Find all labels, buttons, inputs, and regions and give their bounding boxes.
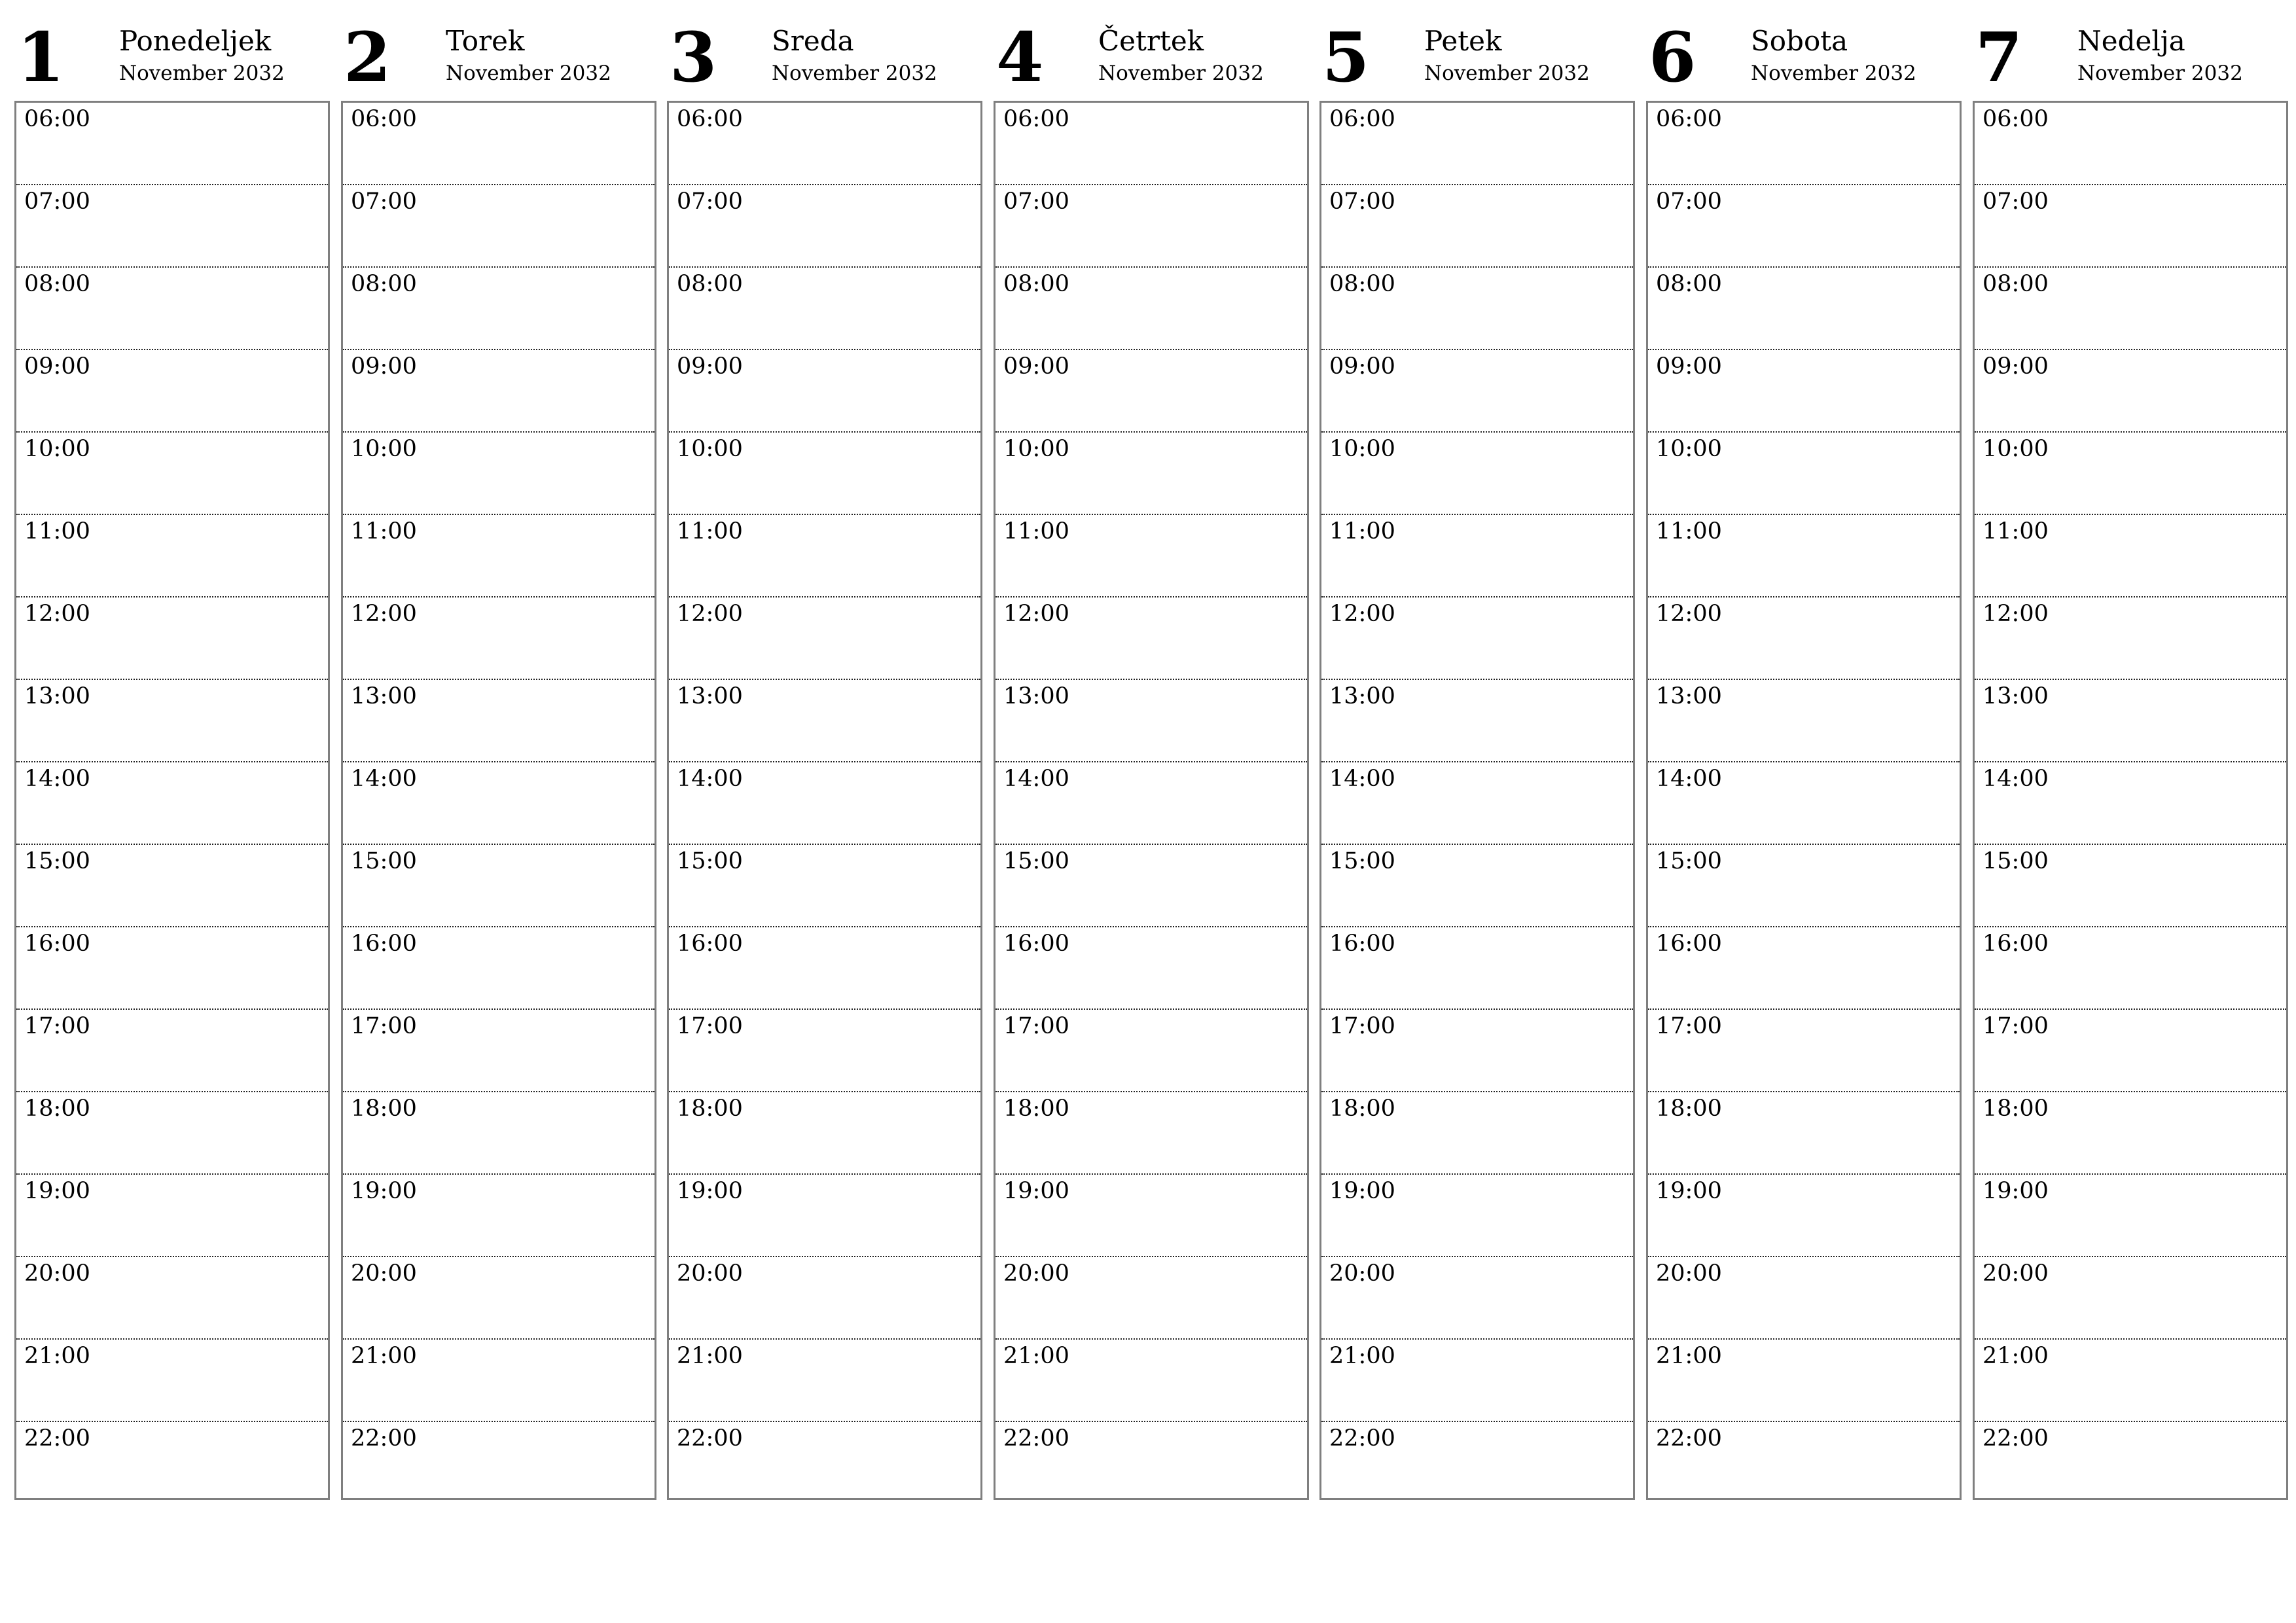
time-label: 19:00 xyxy=(1982,1178,2049,1204)
time-label: 20:00 xyxy=(1329,1260,1395,1287)
time-label: 08:00 xyxy=(24,271,90,297)
time-label: 16:00 xyxy=(1656,931,1722,957)
time-slot[interactable] xyxy=(1321,1175,1633,1257)
time-label: 21:00 xyxy=(1003,1343,1069,1369)
time-label: 13:00 xyxy=(1003,683,1069,709)
time-slot[interactable] xyxy=(996,103,1307,185)
time-label: 19:00 xyxy=(24,1178,90,1204)
time-label: 11:00 xyxy=(677,518,743,544)
time-slot[interactable] xyxy=(16,1092,328,1175)
time-slot[interactable] xyxy=(1648,1340,1960,1422)
day-name: Petek xyxy=(1424,25,1502,57)
time-label: 09:00 xyxy=(351,353,417,380)
time-label: 22:00 xyxy=(1656,1425,1722,1452)
time-label: 17:00 xyxy=(351,1013,417,1039)
day-header xyxy=(1973,0,2287,98)
time-slot[interactable] xyxy=(669,350,980,433)
time-label: 15:00 xyxy=(1329,848,1395,874)
time-slot[interactable] xyxy=(16,1422,328,1505)
time-slot[interactable] xyxy=(16,1010,328,1092)
time-slot[interactable] xyxy=(996,1257,1307,1340)
time-label: 09:00 xyxy=(1982,353,2049,380)
time-slot[interactable] xyxy=(1321,1422,1633,1505)
time-label: 17:00 xyxy=(1003,1013,1069,1039)
time-label: 14:00 xyxy=(1329,766,1395,792)
time-slot[interactable] xyxy=(343,927,655,1010)
time-label: 07:00 xyxy=(677,188,743,215)
time-label: 14:00 xyxy=(351,766,417,792)
time-label: 14:00 xyxy=(1003,766,1069,792)
time-slot[interactable] xyxy=(669,515,980,597)
time-label: 13:00 xyxy=(24,683,90,709)
day-header xyxy=(667,0,981,98)
time-slot[interactable] xyxy=(16,597,328,680)
time-slot[interactable] xyxy=(669,927,980,1010)
time-label: 11:00 xyxy=(351,518,417,544)
time-label: 15:00 xyxy=(351,848,417,874)
time-label: 07:00 xyxy=(351,188,417,215)
time-slot[interactable] xyxy=(1975,927,2286,1010)
time-slot[interactable] xyxy=(1975,845,2286,927)
time-slot[interactable] xyxy=(1648,515,1960,597)
time-slot[interactable] xyxy=(16,1257,328,1340)
day-schedule-box xyxy=(1646,101,1962,1500)
time-slot[interactable] xyxy=(669,680,980,762)
time-label: 20:00 xyxy=(1656,1260,1722,1287)
time-label: 12:00 xyxy=(1656,601,1722,627)
day-name: Torek xyxy=(446,25,525,57)
time-slot[interactable] xyxy=(343,433,655,515)
time-slot[interactable] xyxy=(996,1340,1307,1422)
time-slot[interactable] xyxy=(16,762,328,845)
time-label: 16:00 xyxy=(677,931,743,957)
time-slot[interactable] xyxy=(343,1422,655,1505)
time-slot[interactable] xyxy=(16,268,328,350)
time-label: 21:00 xyxy=(24,1343,90,1369)
time-label: 07:00 xyxy=(1656,188,1722,215)
time-label: 22:00 xyxy=(351,1425,417,1452)
time-label: 10:00 xyxy=(1329,436,1395,462)
day-schedule-box xyxy=(1319,101,1635,1500)
time-label: 09:00 xyxy=(1003,353,1069,380)
time-slot[interactable] xyxy=(1321,680,1633,762)
time-slot[interactable] xyxy=(1648,185,1960,268)
time-label: 06:00 xyxy=(1003,106,1069,132)
time-slot[interactable] xyxy=(1321,597,1633,680)
time-slot[interactable] xyxy=(343,1340,655,1422)
time-slot[interactable] xyxy=(1648,268,1960,350)
time-slot[interactable] xyxy=(1975,103,2286,185)
day-name: Četrtek xyxy=(1098,25,1204,57)
time-slot[interactable] xyxy=(669,185,980,268)
time-label: 19:00 xyxy=(677,1178,743,1204)
day-month-label: November 2032 xyxy=(1751,62,1916,85)
time-slot[interactable] xyxy=(1321,350,1633,433)
time-slot[interactable] xyxy=(16,680,328,762)
time-label: 22:00 xyxy=(1982,1425,2049,1452)
time-slot[interactable] xyxy=(16,185,328,268)
time-slot[interactable] xyxy=(996,350,1307,433)
time-label: 20:00 xyxy=(24,1260,90,1287)
day-month-label: November 2032 xyxy=(1098,62,1264,85)
day-number: 3 xyxy=(670,17,717,98)
time-label: 16:00 xyxy=(1003,931,1069,957)
day-column xyxy=(341,0,655,1505)
time-label: 14:00 xyxy=(677,766,743,792)
time-label: 11:00 xyxy=(1982,518,2049,544)
day-number: 2 xyxy=(344,17,391,98)
time-slot[interactable] xyxy=(1321,927,1633,1010)
time-slot[interactable] xyxy=(996,845,1307,927)
time-slot[interactable] xyxy=(1975,1257,2286,1340)
day-name: Sreda xyxy=(772,25,854,57)
day-name: Ponedeljek xyxy=(119,25,272,57)
time-slot[interactable] xyxy=(1648,103,1960,185)
time-label: 10:00 xyxy=(677,436,743,462)
time-label: 15:00 xyxy=(1982,848,2049,874)
time-label: 14:00 xyxy=(24,766,90,792)
time-label: 18:00 xyxy=(1982,1096,2049,1122)
time-label: 07:00 xyxy=(1003,188,1069,215)
day-number: 5 xyxy=(1322,17,1370,98)
time-label: 19:00 xyxy=(1329,1178,1395,1204)
time-label: 07:00 xyxy=(1982,188,2049,215)
time-slot[interactable] xyxy=(1321,268,1633,350)
time-slot[interactable] xyxy=(1648,433,1960,515)
time-slot[interactable] xyxy=(16,845,328,927)
time-slot[interactable] xyxy=(1648,1175,1960,1257)
time-label: 17:00 xyxy=(1329,1013,1395,1039)
time-slot[interactable] xyxy=(1975,680,2286,762)
time-slot[interactable] xyxy=(1648,1257,1960,1340)
time-slot[interactable] xyxy=(1975,1340,2286,1422)
time-label: 16:00 xyxy=(351,931,417,957)
time-label: 19:00 xyxy=(1656,1178,1722,1204)
time-slot[interactable] xyxy=(669,103,980,185)
time-label: 22:00 xyxy=(24,1425,90,1452)
time-slot[interactable] xyxy=(996,597,1307,680)
day-column xyxy=(14,0,329,1505)
time-label: 20:00 xyxy=(1982,1260,2049,1287)
time-slot[interactable] xyxy=(343,1175,655,1257)
time-slot[interactable] xyxy=(996,762,1307,845)
time-slot[interactable] xyxy=(343,185,655,268)
time-label: 21:00 xyxy=(1656,1343,1722,1369)
day-schedule-box xyxy=(14,101,330,1500)
day-header xyxy=(1319,0,1634,98)
time-label: 08:00 xyxy=(1656,271,1722,297)
time-label: 17:00 xyxy=(1656,1013,1722,1039)
day-column xyxy=(994,0,1308,1505)
time-slot[interactable] xyxy=(1975,268,2286,350)
time-slot[interactable] xyxy=(1975,1175,2286,1257)
time-label: 08:00 xyxy=(1982,271,2049,297)
time-slot[interactable] xyxy=(996,268,1307,350)
time-slot[interactable] xyxy=(1648,1092,1960,1175)
time-label: 15:00 xyxy=(1656,848,1722,874)
time-label: 12:00 xyxy=(24,601,90,627)
time-label: 10:00 xyxy=(1656,436,1722,462)
time-label: 06:00 xyxy=(351,106,417,132)
time-slot[interactable] xyxy=(996,433,1307,515)
time-slot[interactable] xyxy=(343,597,655,680)
time-label: 14:00 xyxy=(1656,766,1722,792)
time-label: 16:00 xyxy=(1329,931,1395,957)
time-slot[interactable] xyxy=(16,1175,328,1257)
time-slot[interactable] xyxy=(1648,762,1960,845)
time-label: 08:00 xyxy=(351,271,417,297)
time-slot[interactable] xyxy=(16,350,328,433)
day-header xyxy=(1646,0,1960,98)
time-label: 09:00 xyxy=(1329,353,1395,380)
time-label: 06:00 xyxy=(1329,106,1395,132)
time-label: 19:00 xyxy=(1003,1178,1069,1204)
time-label: 11:00 xyxy=(24,518,90,544)
day-column xyxy=(1319,0,1634,1505)
day-schedule-box xyxy=(1973,101,2288,1500)
time-label: 06:00 xyxy=(1656,106,1722,132)
time-label: 13:00 xyxy=(351,683,417,709)
day-month-label: November 2032 xyxy=(446,62,611,85)
time-slot[interactable] xyxy=(1648,1010,1960,1092)
time-slot[interactable] xyxy=(1321,1340,1633,1422)
time-label: 21:00 xyxy=(351,1343,417,1369)
time-slot[interactable] xyxy=(1975,350,2286,433)
time-label: 09:00 xyxy=(1656,353,1722,380)
day-header xyxy=(14,0,329,98)
time-slot[interactable] xyxy=(996,1010,1307,1092)
time-slot[interactable] xyxy=(669,762,980,845)
time-label: 18:00 xyxy=(1329,1096,1395,1122)
time-slot[interactable] xyxy=(669,597,980,680)
time-label: 16:00 xyxy=(24,931,90,957)
time-label: 21:00 xyxy=(1329,1343,1395,1369)
time-label: 07:00 xyxy=(1329,188,1395,215)
day-header xyxy=(994,0,1308,98)
time-slot[interactable] xyxy=(16,433,328,515)
time-label: 09:00 xyxy=(677,353,743,380)
time-slot[interactable] xyxy=(1648,597,1960,680)
time-slot[interactable] xyxy=(1648,845,1960,927)
time-slot[interactable] xyxy=(1975,515,2286,597)
time-slot[interactable] xyxy=(1975,1422,2286,1505)
time-label: 12:00 xyxy=(351,601,417,627)
day-column xyxy=(667,0,981,1505)
time-slot[interactable] xyxy=(343,1010,655,1092)
time-slot[interactable] xyxy=(1321,1010,1633,1092)
day-month-label: November 2032 xyxy=(1424,62,1590,85)
time-label: 06:00 xyxy=(677,106,743,132)
time-label: 20:00 xyxy=(677,1260,743,1287)
time-slot[interactable] xyxy=(1975,762,2286,845)
time-label: 06:00 xyxy=(24,106,90,132)
time-slot[interactable] xyxy=(1648,680,1960,762)
time-label: 12:00 xyxy=(1329,601,1395,627)
time-label: 21:00 xyxy=(1982,1343,2049,1369)
time-label: 16:00 xyxy=(1982,931,2049,957)
time-label: 11:00 xyxy=(1656,518,1722,544)
time-label: 17:00 xyxy=(1982,1013,2049,1039)
time-slot[interactable] xyxy=(343,1092,655,1175)
time-label: 21:00 xyxy=(677,1343,743,1369)
time-slot[interactable] xyxy=(16,1340,328,1422)
time-slot[interactable] xyxy=(1648,350,1960,433)
time-label: 22:00 xyxy=(677,1425,743,1452)
time-label: 22:00 xyxy=(1329,1425,1395,1452)
day-column xyxy=(1646,0,1960,1505)
time-label: 09:00 xyxy=(24,353,90,380)
time-slot[interactable] xyxy=(1321,1257,1633,1340)
day-month-label: November 2032 xyxy=(2077,62,2243,85)
day-name: Sobota xyxy=(1751,25,1848,57)
time-label: 15:00 xyxy=(1003,848,1069,874)
time-label: 18:00 xyxy=(24,1096,90,1122)
time-label: 10:00 xyxy=(1003,436,1069,462)
time-label: 06:00 xyxy=(1982,106,2049,132)
time-slot[interactable] xyxy=(1321,515,1633,597)
time-slot[interactable] xyxy=(343,350,655,433)
time-slot[interactable] xyxy=(669,845,980,927)
time-label: 20:00 xyxy=(1003,1260,1069,1287)
time-slot[interactable] xyxy=(669,1010,980,1092)
time-label: 15:00 xyxy=(24,848,90,874)
time-slot[interactable] xyxy=(669,1175,980,1257)
day-schedule-box xyxy=(994,101,1309,1500)
time-slot[interactable] xyxy=(669,1257,980,1340)
time-slot[interactable] xyxy=(343,845,655,927)
time-label: 12:00 xyxy=(1003,601,1069,627)
time-label: 18:00 xyxy=(1656,1096,1722,1122)
day-name: Nedelja xyxy=(2077,25,2185,57)
time-label: 11:00 xyxy=(1329,518,1395,544)
time-label: 13:00 xyxy=(1329,683,1395,709)
time-slot[interactable] xyxy=(16,927,328,1010)
time-slot[interactable] xyxy=(1321,762,1633,845)
time-label: 12:00 xyxy=(677,601,743,627)
time-slot[interactable] xyxy=(996,515,1307,597)
time-slot[interactable] xyxy=(1975,597,2286,680)
time-label: 18:00 xyxy=(677,1096,743,1122)
time-label: 15:00 xyxy=(677,848,743,874)
time-slot[interactable] xyxy=(1975,1092,2286,1175)
time-slot[interactable] xyxy=(1321,185,1633,268)
time-slot[interactable] xyxy=(1321,433,1633,515)
time-slot[interactable] xyxy=(669,433,980,515)
time-slot[interactable] xyxy=(16,103,328,185)
day-number: 6 xyxy=(1649,17,1696,98)
time-label: 11:00 xyxy=(1003,518,1069,544)
time-label: 18:00 xyxy=(1003,1096,1069,1122)
time-label: 17:00 xyxy=(24,1013,90,1039)
day-schedule-box xyxy=(667,101,982,1500)
time-slot[interactable] xyxy=(343,515,655,597)
time-label: 07:00 xyxy=(24,188,90,215)
time-slot[interactable] xyxy=(1648,927,1960,1010)
time-slot[interactable] xyxy=(1975,185,2286,268)
time-label: 10:00 xyxy=(1982,436,2049,462)
time-label: 08:00 xyxy=(1329,271,1395,297)
time-label: 10:00 xyxy=(24,436,90,462)
time-slot[interactable] xyxy=(996,1422,1307,1505)
time-label: 17:00 xyxy=(677,1013,743,1039)
time-slot[interactable] xyxy=(1321,845,1633,927)
day-number: 4 xyxy=(996,17,1044,98)
time-slot[interactable] xyxy=(1648,1422,1960,1505)
time-slot[interactable] xyxy=(996,680,1307,762)
time-label: 12:00 xyxy=(1982,601,2049,627)
day-month-label: November 2032 xyxy=(119,62,285,85)
time-slot[interactable] xyxy=(1975,1010,2286,1092)
time-slot[interactable] xyxy=(16,515,328,597)
time-slot[interactable] xyxy=(996,1092,1307,1175)
time-slot[interactable] xyxy=(343,1257,655,1340)
day-number: 7 xyxy=(1975,17,2023,98)
time-label: 08:00 xyxy=(677,271,743,297)
time-slot[interactable] xyxy=(343,103,655,185)
day-header xyxy=(341,0,655,98)
time-slot[interactable] xyxy=(343,762,655,845)
time-slot[interactable] xyxy=(669,1422,980,1505)
day-month-label: November 2032 xyxy=(772,62,937,85)
time-slot[interactable] xyxy=(1321,1092,1633,1175)
time-label: 18:00 xyxy=(351,1096,417,1122)
time-slot[interactable] xyxy=(343,268,655,350)
time-label: 13:00 xyxy=(677,683,743,709)
day-schedule-box xyxy=(341,101,656,1500)
time-label: 20:00 xyxy=(351,1260,417,1287)
time-label: 13:00 xyxy=(1656,683,1722,709)
time-slot[interactable] xyxy=(996,185,1307,268)
day-column xyxy=(1973,0,2287,1505)
time-label: 22:00 xyxy=(1003,1425,1069,1452)
time-slot[interactable] xyxy=(669,1092,980,1175)
time-slot[interactable] xyxy=(996,1175,1307,1257)
day-number: 1 xyxy=(17,17,65,98)
time-slot[interactable] xyxy=(1975,433,2286,515)
time-slot[interactable] xyxy=(1321,103,1633,185)
time-slot[interactable] xyxy=(343,680,655,762)
time-slot[interactable] xyxy=(669,268,980,350)
time-label: 08:00 xyxy=(1003,271,1069,297)
time-slot[interactable] xyxy=(996,927,1307,1010)
time-label: 10:00 xyxy=(351,436,417,462)
time-label: 13:00 xyxy=(1982,683,2049,709)
time-label: 19:00 xyxy=(351,1178,417,1204)
time-label: 14:00 xyxy=(1982,766,2049,792)
time-slot[interactable] xyxy=(669,1340,980,1422)
